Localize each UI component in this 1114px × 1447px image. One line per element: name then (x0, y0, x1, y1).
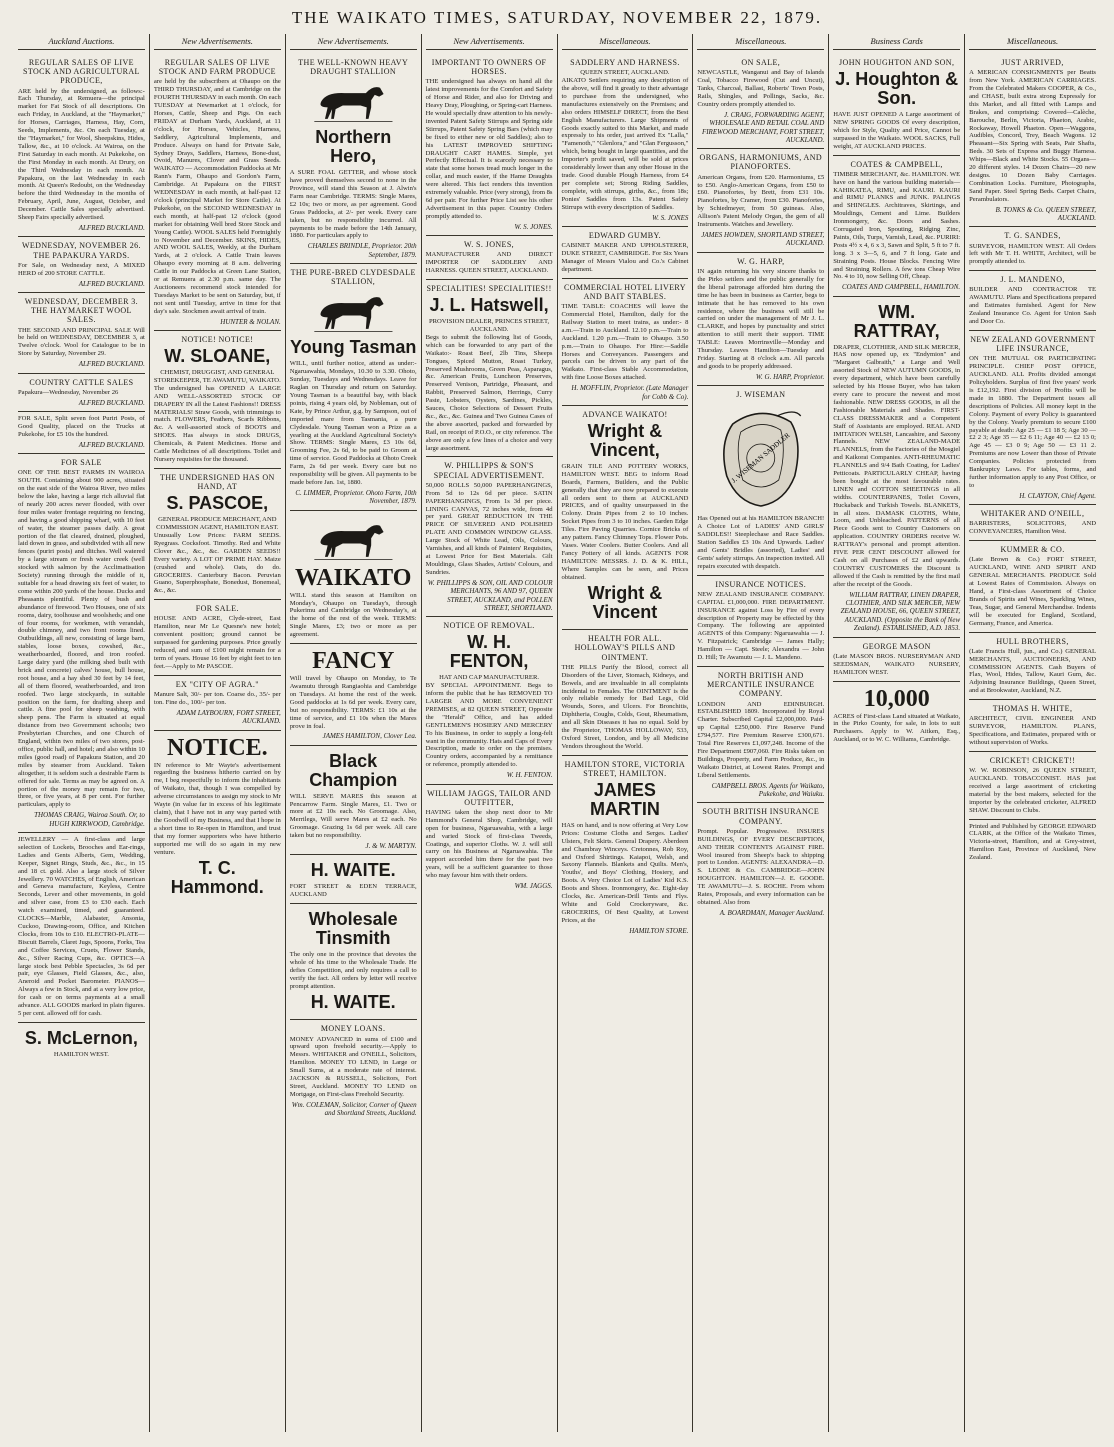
advertisement (969, 752, 1096, 820)
ad-heading: THE PURE-BRED CLYDESDALE STALLION, (290, 268, 416, 287)
ad-subheading: GENERAL PRODUCE MERCHANT, AND COMMISSION AGENT, HAMILTON EAST. (156, 516, 279, 532)
ad-display-name: WAIKATO (294, 564, 412, 591)
ad-signature: JAMES HAMILTON, Clover Lea. (322, 732, 417, 741)
ad-display-name: H. WAITE. (310, 860, 396, 881)
ad-heading: COMMERCIAL HOTEL LIVERY AND BAIT STABLES. (563, 282, 686, 301)
horse-illustration-icon (309, 517, 398, 563)
ad-heading: W. G. HARP, (737, 256, 785, 266)
ad-heading: WHITAKER AND O'NEILL, (980, 509, 1085, 519)
advertisement (697, 386, 824, 576)
ad-display-name: Northern Hero, (315, 127, 392, 167)
ad-heading: J. WISEMAN (736, 390, 786, 400)
ad-signature: ALFRED BUCKLAND. (78, 398, 145, 407)
ad-display-name: NOTICE. (166, 734, 268, 761)
ad-signature: C. LIMMER, Proprietor. Ohoto Farm, 10th November, 1879. (295, 488, 417, 506)
ad-heading: EX "CITY OF AGRA." (175, 679, 259, 689)
ad-heading: FOR SALE (61, 458, 102, 468)
horse-illustration-icon (309, 79, 398, 125)
ad-body: 50,000 ROLLS 50,000 PAPERHANGINGS, From 5d to 12s 6d per piece. SATIN PAPERHANGINGS, From 1s 3d per piece. LINING CANVAS, 72 inches wide, from 4d per yard. GREAT REDUCTION IN THE PRICE OF SILVERED AND POLISHED PLATE AND COMMON WINDOW GLASS. Large Stock of White Lead, Oils, Colours, Varnishes, and all kinds of Painters' Requisites, at Lowest Price for Best Materials. Gilt Mouldings, Glass Shades, Artists' Colours, and Sundries. (425, 481, 553, 576)
ad-signature: WILLIAM RATTRAY, LINEN DRAPER, CLOTHIER, AND SILK MERCER, NEW ZEALAND HOUSE, 66, QUEEN STREET, AUCKLAND. (Opposite the Bank of New Zealand). ESTABLISHED, A.D. 1853. (840, 590, 961, 633)
ad-heading: EDWARD GUMBY. (588, 230, 662, 240)
ad-signature: WM. JAGGS. (514, 882, 553, 891)
advertisement (426, 280, 553, 457)
ad-body: TIME TABLE: COACHES will leave the Commercial Hotel, Hamilton, daily for the Railway Station to meet trains, as under:- 8 a.m.—Train to Auckland. 12.10 p.m.—Train to Auckland. 1.20 p.m.—Train to Ohaupo. 3.50 p.m.—Train to Ohaupo. For Hire:—Saddle Horses and Conveyances. Passengers and parcels can be driven to any part of the Waikato. First-class Stable Accommodation, with fine Loose Boxes attached. (561, 303, 689, 382)
ad-body: MANUFACTURER AND DIRECT IMPORTER OF SADDLERY AND HARNESS. QUEEN STREET, AUCKLAND. (425, 251, 553, 275)
ad-heading: HEALTH FOR ALL. HOLLOWAY'S PILLS AND OINTMENT. (574, 634, 676, 662)
ad-body: HOUSE AND ACRE, Clyde-street, East Hamilton, near Mr Le Quesne's new hotel; convenient position; ground cannot be surpassed for gardening purposes. Price greatly reduced, and sum of £100 might remain for a term of years. House 16 feet by eight feet to ten feet.—Apply to Mr PASCOE. (153, 615, 281, 670)
advertisement (290, 746, 417, 856)
advertisement (969, 54, 1096, 227)
advertisement (290, 1020, 417, 1121)
ad-heading: SOUTH BRITISH INSURANCE COMPANY. (702, 807, 820, 826)
ad-body: IN reference to Mr Wayte's advertisement regarding the business hitherto carried on by me, I beg respectfully to inform the inhabitants of Waikato, that, though I was compelled by adverse circumstances to assign my stock to Mr Wayte (in value far in excess of his legitimate claim), that I have not in any way parted with the Goodwill of my Business, and that I hope in a short time to Re-open in Hamilton, and trust that my former supporters who have hitherto supported me will do so again in my new venture. (153, 761, 281, 856)
ad-subheading: QUEEN STREET, AUCKLAND. (580, 69, 670, 77)
advertisement (154, 731, 281, 905)
advertisement (562, 54, 689, 227)
ad-heading: NOTICE OF REMOVAL. (443, 621, 535, 631)
ad-display-name-2: Wright & Vincent (587, 583, 663, 623)
advertisement (154, 331, 281, 469)
advertisement (969, 271, 1096, 331)
ad-body: The undersigned has OPENED A LARGE AND WELL-ASSORTED STOCK OF DRAPERY IN all the Latest Fashions!! DRESS MATERIALS! Straw Goods, with trimmings to match. FLOWERS, Feathers, Scarfs Ribbons, &c. A well-assorted stock of BOOTS and SHOES. Has always in stock DRUGS, Chemicals, & Patent Medicines. Horse and Cattle Medicines of all descriptions. Toilet and Nursery requisites for the thousand. (153, 384, 281, 463)
ad-signature: ALFRED BUCKLAND. (78, 223, 145, 232)
ad-display-name: S. PASCOE, (166, 493, 269, 514)
ad-signature: HAMILTON STORE. (629, 926, 689, 935)
ad-heading: THE UNDERSIGNED HAS ON HAND, AT (159, 472, 275, 492)
ad-body: MONEY ADVANCED in sums of £100 and upward upon freehold security.—Apply to Messrs. WHITAKER and O'NEILL, Solicitors, Hamilton. MONEY TO LEND, in Large or Small Sums, at a moderate rate of interest. JACKSON & RUSSELL, Solicitors, Fort Street, Auckland. MONEY TO LEND on Mortgage, on First-class Freehold Security. (289, 1035, 417, 1098)
ad-body: ARCHITECT, CIVIL ENGINEER AND SURVEYOR, HAMILTON. PLANS, Specifications, and Estimates, prepared with or without supervision of Works. (969, 715, 1096, 747)
ad-heading: INSURANCE NOTICES. (715, 579, 807, 589)
ad-body: WILL stand this season at Hamilton on Monday's, Ohaupo on Tuesday's, through Pukerimu and Cambridge on Wednesday's, at the home of the rest of the week. TERMS: Single Mares, £3; two or more as per agreement. (289, 591, 417, 639)
ad-signature: W. PHILLIPPS & SON, OIL AND COLOUR MERCHANTS, 96 AND 97, QUEEN STREET, AUCKLAND, and POLLEN STREET, SHORTLAND. (427, 578, 553, 612)
advertisement (426, 54, 553, 236)
advertisement (18, 454, 145, 833)
ad-heading: ORGANS, HARMONIUMS, AND PIANOFORTES. (699, 153, 823, 172)
advertisement (697, 803, 824, 921)
ad-subheading: PROVISION DEALER, PRINCES STREET, AUCKLAND. (428, 318, 550, 333)
ad-heading: COUNTRY CATTLE SALES (29, 377, 134, 387)
ad-heading: FOR SALE. (195, 604, 239, 614)
advertisement (290, 855, 417, 904)
column-header: New Advertisements. (290, 34, 417, 50)
ad-signature: B. TONKS & Co. QUEEN STREET, AUCKLAND. (995, 205, 1096, 222)
ad-subheading: HAMILTON WEST. (53, 1050, 109, 1058)
ad-heading: MONEY LOANS. (320, 1024, 386, 1034)
column-header: Miscellaneous. (562, 34, 689, 50)
ad-subheading: HAT AND CAP MANUFACTURER. (439, 674, 540, 682)
advertisement (290, 54, 417, 264)
column-header: Miscellaneous. (969, 34, 1096, 50)
ad-heading: NORTH BRITISH AND MERCANTILE INSURANCE COMPANY. (707, 671, 815, 699)
advertisement (969, 505, 1096, 541)
advertisement (969, 633, 1096, 701)
advertisement (154, 676, 281, 731)
ad-body: AIKATO Settlers requiring any description of the above, will find it greatly to their advantage to purchase from the undersigned, who manufactures extensively on the Premises; and also orders HIMSELF DIRECT, from the Best English Manufacturers. Large Shipments of Goods exactly suited to this Market, and made expressly to his order, just arrived Ex "Lalla," "Famenoth," "Glenlora," and "Glan Fergusson," which, being bought in large quantities, and the Importer's profit saved, will be sold at prices considerably lower than any other House in the trade. Good durable Plough Harness, from £4 per complete set; Strong Riding Saddles, complete, with stirrups, girths, &c., from 18s; Ponies' Saddles from 13s. Patent Safety Stirrups with every description of Saddles. (561, 77, 689, 211)
ad-body: Unusually Low Prices: FARM SEEDS. Ryegrass. Cocksfoot. Timothy. Red and White Clover &c., &c., &c. GARDEN SEEDS!! Every variety. A LOT OF PRIME HAY. Maize (crushed and whole). Oats, do do. GROCERIES. Canterbury Bacon. Peruvian Guano, Superphosphate, Bonedust, Bonemeal, &c., &c. (153, 531, 281, 595)
column-2 (150, 34, 286, 1432)
ad-signature: W. S. JONES. (514, 222, 553, 231)
ad-body: ARE held by the undersigned, as follows:- Each Thursday, at Remuera—the principal market for Fat Stock of all descriptions. On each Friday, in Auckland, at the "Haymarket," for Horses, Carriages, Harness, Hay, Corn, Seeds, Implements, &c. On each Tuesday, at the "Haymarket," for Wool, Sheepskins, Hides, Tallow, &c., at 10 o'clock. At Wairoa, on the First Saturday in each month. At Pukekohe, on the First Monday in each month. At Drury, on the Third Wednesday in each month. At Papakura, on the last Wednesday in each month. At Queen's Redoubt, on the Wednesday before the third Wednesday in the months of February, April, June, August, October, and December. Cattle Sales specially advertised. Sheep Fairs specially advertised. (18, 87, 145, 222)
ad-signature: H. CLAYTON, Chief Agent. (1019, 491, 1096, 500)
advertisement (18, 1023, 145, 1063)
ad-signature: HUNTER & NOLAN. (220, 317, 281, 326)
ad-signature: A. BOARDMAN, Manager Auckland. (719, 908, 825, 917)
ad-display-name: J. Houghton & Son. (835, 69, 959, 109)
ad-display-name: 10,000 (863, 685, 930, 712)
advertisement (290, 904, 417, 1020)
ad-signature: JAMES HOWDEN, SHORTLAND STREET, AUCKLAND. (701, 231, 825, 248)
advertisement (154, 600, 281, 676)
ad-body: THE SECOND AND PRINCIPAL SALE Will be held on WEDNESDAY, DECEMBER 3, at Twelve o'clock. Wool for Catalogue to be in Store by Saturday, November 29. (18, 326, 145, 358)
ad-body: ONE OF THE BEST FARMS IN WAIROA SOUTH. Containing about 900 acres, situated on the east side of the Wairoa River, two miles below the lake, having a large rich alluvial flat of nearly 200 acres never flooded, with over four miles water frontage requiring no fencing, and having a good shipping wharf, with 10 feet of water, the steamer passes daily. A great portion of the flat cleared, drained, ploughed, laid down in grass, and subdivided with all new fences (puriri posts) and ditches. Well watered by a large stream or fresh water creek (well stocked with salmon by the Acclimatisation Society) running through the middle of it, suitable for a head drawing six feet of water, to come within 200 yards of the house. Ducks and Pheasants plentiful. Plenty of bush and abundance of firewood. Two Houses, one of six rooms, dairy, toolhouse and woolsheds; and one of four rooms, for workmen, with verandah, double chimney, and two front rooms lined. Outbuildings, all new, consisting of large barn, stables, loose boxes, cowshed, &c., weatherboarded, floored, and iron roofed. Large dairy yard (the milking shed built with brick and concrete) calves' house, bull house, root house, and a hay shed 30 feet by 14 feet, all of them floored, weatherboarded, and iron roofed. Two large stockyards, in suitable position on the farm, for drafting sheep and cattle. A fine pool for sheep washing, with sheep pens. The Farm is situated at equal distance from two Government schools; two Presbyterian Churches, and one Church of England, within two miles of two stores, post-office, public hall, and hotel; and also within 10 miles (good road) of Papakura Station, and 20 miles by steamer from Auckland. Taken altogether, it is seldom such a desirable Farm is offered for sale. Terms as may be agreed on. A portion of the money may remain for two, three, or five years, at 8 per cent. For further particulars, apply to (18, 469, 145, 809)
ad-body: GRAIN TILE AND POTTERY WORKS, HAMILTON WEST. BEG to inform Road Boards, Farmers, Builders, and the Public generally that they are now prepared to execute all orders sent to them at AUCKLAND PRICES, and of quality unsurpassed in the Colony. Drain Pipes from 2 to 10 inches. Socket Pipes from 3 to 10 inches. Garden Edge Tiles. Fire Paving Quarries. Cornice Bricks of any pattern. Fancy Chimney Tops. Flower Pots. Vases. Water Coolers. Butter Coolers. And all Fancy Pottery of all kinds. AGENTS FOR HAMILTON: MESSRS. J. D. & K. HILL, Where Samples can be seen, and Prices obtained. (561, 462, 689, 581)
advertisement (18, 374, 145, 412)
ad-body: ACRES of First-class Land situated at Waikato, in the Pirko County, for sale, in lots to suit Purchasers. Apply to W. Aitken, Esq., Auckland, or to W. C. Williams, Cambridge. (833, 712, 961, 744)
masthead: THE WAIKATO TIMES, SATURDAY, NOVEMBER 22, 1879. (291, 8, 823, 27)
ad-display-name: Wright & Vincent, (587, 421, 663, 460)
ad-heading: KUMMER & CO. (1000, 545, 1065, 555)
ad-body: American Organs, from £20. Harmoniums, £5 to £50. Anglo-American Organs, from £50 to £60. Pianofortes, by Brett, from £31 10s. Pianofortes, by Cramer, from £30. Pianofortes, by Schiedmeyer, from 50 guineas. Also, Allison's Patent Melody Organ, the gem of all Instruments. Watches and Jewellery. (697, 173, 825, 229)
ad-heading: IMPORTANT TO OWNERS OF HORSES. (431, 58, 547, 77)
ad-heading: NOTICE! NOTICE! (181, 334, 254, 344)
advertisement (697, 253, 824, 386)
ad-display-name: FANCY (312, 648, 395, 675)
ad-heading: JUST ARRIVED, (1001, 58, 1064, 67)
advertisement (426, 457, 553, 617)
ad-body: Prompt. Popular. Progressive. INSURES BUILDINGS, OF EVERY DESCRIPTION, AND THEIR CONTENTS AGAINST FIRE. Wool insured from Sheep's back to shipping port to London. AGENTS: ALEXANDRA—D. S. LEONE & Co. CAMBRIDGE—JOHN HOUGHTON. HAMILTON—J. E. GOODE. TE AWAMUTU—J. S. ROCHE. From whom Rates, Proposals, and every information can be obtained. Also from (697, 827, 825, 906)
ad-body: NEWCASTLE, Wanganui and Bay of Islands Coal, Tobacco Firewood (Cut and Uncut), Tanks, Charcoal, Ballast, Roberts' Town Posts, Rails, Shingles, and Pollings, Sacks, &c. Country orders promptly attended to. (697, 69, 825, 108)
ad-body: (Late Francis Hull, jun., and Co.) GENERAL MERCHANTS, AUCTIONEERS, AND COMMISSION AGENTS. Cash Buyers of Flax, Wool, Hides, Tallow, Kauri Gum, &c. Adjoining Insurance Buildings, Queen Street, and at Brookwater, Auckland, N.Z. (969, 647, 1096, 695)
ad-heading: CRICKET! CRICKET!! (989, 755, 1076, 765)
ad-heading: WILLIAM JAGGS, TAILOR AND OUTFITTER, (427, 788, 551, 807)
ad-heading: T. G. SANDES, (1004, 231, 1061, 241)
saddle-stamp-text: J. WISEMAN SADDLER (730, 431, 792, 486)
advertisement (562, 630, 689, 756)
advertisement (697, 54, 824, 149)
ad-signature: CAMPBELL BROS. Agents for Waikato, Pukekohe, and Waiuku. (711, 781, 825, 799)
advertisement (290, 644, 417, 746)
advertisement (18, 293, 145, 374)
columns (14, 34, 1100, 1432)
ad-body: WILL, until further notice, attend as under:- Ngaruawahia, Mondays, 10.30 to 3.30. Ohoto, Sunday, Tuesdays and Wednesdays. Leave for Raglan on Thursday and return on Saturday. Young Tasman is a beautiful bay, with black points, rising 4 years old, by Nobleman, out of Kate, by Prince Arthur, g.g. by Sampson, out of imported mare from Tasmania, a pure Clydesdale. Young Tasman won a Prize as a yearling at the Auckland Agricultural Society's Show. TERMS: Single Mares, £3 10s 6d, Grooming Fee, 2s 6d, to be paid to Groom at time of service. Good Paddocks at Ohoto Creek Farm, 2s 6d per week. Every care but no responsibility will be given. All payments to be made before Jan. 1st, 1880. (289, 360, 417, 486)
ad-body: Printed and Published by GEORGE EDWARD CLARK, at the Office of the Waikato Times, Victoria-street, Hamilton, and at Grey-street, Hamilton East, Province of Auckland, New Zealand. (969, 822, 1096, 862)
column-header: Business Cards (833, 34, 960, 50)
saddle-illustration-icon (710, 402, 812, 512)
ad-heading: W. PHILLIPPS & SON'S SPECIAL ADVERTISEMENT. (433, 461, 545, 480)
ad-body: IN again returning his very sincere thanks to the Pirko settlers and the public generally for the liberal patronage afforded him during the time he has been in business as Carrier, begs to intimate that he has removed to his own residence, where the business will still be carried on under the management of Mr J. L. CLARKE, and hopes by punctuality and strict attention to still merit their support. TIME TABLE: Leaves Morrinsville—Monday and Thursday. Leaves Hamilton—Tuesday and Friday. Starting at 8 o'clock a.m. All parcels and goods to be properly addressed. (697, 267, 825, 370)
ad-body: HAVING taken the shop next door to Mr Hammond's General Shop, Cambridge, will open for business, Ngaruawahia, with a large and varied Stock of first-class Tweeds, Coatings, and superior Cloths. W. J. will still carry on his Business at Ngaruawahia. The support accorded him there for the past two years, will be a sufficient guarantee to those who may favour him with their orders. (425, 808, 553, 880)
ad-signature: ALFRED BUCKLAND. (78, 279, 145, 288)
ad-body: (Late Brown & Co.) FORT STREET, AUCKLAND, WINE AND SPIRIT AND GENERAL MERCHANTS. PRODUCE Sold at Lowest Rates of Commission. Always on Hand, a First-class Assortment of Choice Brands of Spirits and Wines, Sparkling Wines, Teas, Sugar, and General Merchandise. Indents will be executed for England, Scotland, Germany, France, and America. (969, 556, 1096, 627)
column-5 (558, 34, 694, 1432)
ad-display-name: JAMES MARTIN (589, 780, 660, 820)
advertisement (833, 54, 960, 156)
ad-signature: J. & W. MARTYN. (365, 842, 417, 851)
ad-body: DRAPER, CLOTHIER, AND SILK MERCER, HAS now opened up, ex "Endymion" and "Margaret Galbraith," a Large and Well assorted Stock of NEW AUTUMN GOODS, in every department, which have been carefully selected by his House Buyer, who has taken every care to procure the newest and most fashionable. NEW DRESS GOODS, in all the Fashionable Materials and Shades. FIRST-CLASS DRESSMAKER and a Competent Staff of Assistants are employed. REAL AND IMITATION WELSH, Lancashire, and Saxony Flannels. NEW ZEALAND-MADE FLANNELS, from the Factories of the Mosgiel and Kaikorai Companies. ANTI-RHEUMATIC FLANNELS and 9/4 Bath Coating, for Ladies' Petticoats. PARTICULARLY CHEAP, having been bought at the most favourable rates. LINEN and COTTON SHEETINGS in all widths. COUNTERPANES, Toilet Covers, Huckaback and Turkish Towels. BLANKETS, in all sizes. DAMASK CLOTHS, White, Loom, and Unbleached. PATTERNS of all Piece Goods sent to Country Customers on application. COUNTRY ORDERS receive W. RATTRAY's personal and prompt attention. FIVE PER CENT DISCOUNT allowed for Cash on all Purchases of £2 and upwards. COUNTRY CUSTOMERS the Discount is allowed if the Cash is remitted by the first mail after the receipt of the Goods. (833, 343, 961, 588)
ad-body: A SURE FOAL GETTER, and whose stock have proved themselves second to none in the Province, will stand this Season at J. Alwin's Farm near Cambridge. TERMS: Single Mares, £2 10s; two or more, as per agreement. Good Grass Paddocks, at 2/- per week. Every care taken, but no responsibility incurred. All payments to be made before the 14th January, 1880. For particulars apply to (289, 169, 417, 240)
advertisement (18, 237, 145, 293)
ad-body: Manure Salt, 30/- per ton. Coarse do., 35/- per ton. Fine do., 100/- per ton. (153, 690, 281, 706)
ad-signature: ALFRED BUCKLAND. (78, 440, 145, 449)
ad-heading: WEDNESDAY, DECEMBER 3. THE HAYMARKET WOOL SALES. (24, 296, 139, 325)
ad-body: BARRISTERS, SOLICITORS, AND CONVEYANCERS, Hamilton West. (969, 520, 1096, 536)
ad-heading: ON SALE, (741, 58, 781, 67)
advertisement (969, 227, 1096, 271)
ad-body: THE PILLS Purify the Blood, correct all Disorders of the Liver, Stomach, Kidneys, and Bowels, and are invaluable in all complaints incidental to Females. The OINTMENT is the only reliable remedy for Bad Legs, Old Wounds, Sores, and Ulcers. For Bronchitis, Diphtheria, Coughs, Colds, Gout, Rheumatism, and all Skin Diseases it has no equal. Sold by the Proprietor, THOMAS HOLLOWAY, 533, Oxford Street, London, and by all Medicine Vendors throughout the World. (561, 663, 689, 750)
ad-body: SURVEYOR, HAMILTON WEST. All Orders left with Mr T. H. WHITE, Architect, will be promptly attended to. (969, 242, 1096, 266)
ad-display-name: S. McLernon, (24, 1027, 138, 1048)
ad-display-name: W. SLOANE, (164, 346, 271, 367)
ad-body: TIMBER MERCHANT, &c. HAMILTON. WE have on hand the various building materials—KAHIKATEA, RIMU, and KAURI. KAURI and RIMU PLANKS and JUNK. PALINGS and SHINGLES. Architraves, Skirtings, and Mouldings, Cement and Lime. Builders Ironmongery, &c. Doors and Sashes. Corrugated Iron, Spouting, Ridging Zinc, Paints, Oils, Turps, Varnish, Lead, &c. PURIRI: Posts 4½ x 4, 6 x 3, Sawn and Split, 5 ft to 7 ft. long. 3 x 3—5, 6, and 7 ft long. Gate and Straining Posts. House Blocks. Fencing Wire and Straining Rollers. A few tons Cheap Wire No. 4 to 10, now Selling Off, Cheap. (833, 170, 961, 281)
ad-body: (Late MASON BROS. NURSERYMAN AND SEEDSMAN, WAIKATO NURSERY, HAMILTON WEST. (833, 652, 961, 676)
ad-heading: WEDNESDAY, NOVEMBER 26. THE PAPAKURA YARDS. (21, 241, 141, 260)
ad-body: For Sale, on Wednesday next, A MIXED HERD of 200 STORE CATTLE. (18, 261, 145, 277)
ad-display-name: WM. RATTRAY, (853, 301, 940, 341)
ad-body: are held by the subscribers at Ohaupo on the THIRD THURSDAY, and at Cambridge on the FOURTH THURSDAY in each month. On each TUESDAY at Newmarket at 1 o'clock, for Horses, Cattle, Sheep and Pigs. On each FRIDAY at Durham Yards, Auckland, at 11 o'clock, for Horses, Vehicles, Harness, Saddlery, Agricultural Implements, and Produce. Always on hand for Private Sale, Sydney Drays, Saddlers, Harness, Bone-dust, Ovoid, Manures, Clover and Grass Seeds. WAIKATO — Accommodation Paddocks at Mr Rann's Farm, Ohaupo and Gordon's Farm, Cambridge. At Papakura on the FIRST WEDNESDAY in each month, at half-past 12 o'clock (principal Market for Store Cattle). At Pukekohe, on the SECOND WEDNESDAY in each month, at half-past 12 o'clock (good market for obtaining Well bred Store Stock and Young Cattle). WOOL SALES held Fortnightly to November and December. SKINS, HIDES, AND WOOL SALES, Weekly, at the Durham Yards, at 2 o'clock. A Cattle Train leaves Ohaupo every morning at 8 a.m. delivering Cattle in our Paddocks at Green Lane Station, or at Remuera at 2.30 p.m. same day. The Auctioneers recommend stock intended for Tuesdays Market to be sent on Saturday, but, if not sent until Tuesday, arrive in time for that day's sale. Stockmen await arrival of train. (153, 78, 281, 315)
advertisement (154, 469, 281, 600)
ad-heading: J. L. MANDENO, (1000, 275, 1065, 285)
advertisement (833, 156, 960, 297)
ad-body: The only one in the province that devotes the whole of his time to the Wholesale Trade. He defies Competition, and only requires a call to verify the fact. All orders by letter will receive prompt attention. (289, 950, 417, 990)
advertisement (697, 149, 824, 253)
ad-heading: JOHN HOUGHTON AND SON, (839, 58, 955, 67)
ad-signature: Wm. COLEMAN, Solicitor, Corner of Queen and Shortland Streets, Auckland. (291, 1100, 417, 1118)
ad-display-name: J. L. Hatswell, (429, 295, 549, 316)
ad-heading: REGULAR SALES OF LIVE STOCK AND AGRICULTURAL PRODUCE, (23, 58, 140, 86)
advertisement (290, 264, 417, 511)
ad-body: BUILDER AND CONTRACTOR TE AWAMUTU. Plans and Specifications prepared and Estimates furnished. Agent for New Zealand Insurance Co. Agent for Union Sash and Door Co. (969, 286, 1096, 326)
column-header: New Advertisements. (426, 34, 553, 50)
ad-signature: W. G. HARP, Proprietor. (755, 372, 825, 381)
ad-body: WILL SERVE MARES this season at Pencarrow Farm. Single Mares, £1. Two or more at £2 10s each. No Groomage. Also, Merrilegs, Will serve Mares at £2 each. No Groomage. Grazing 1s 6d per week. All care taken but no responsibility. (289, 792, 417, 840)
advertisement (697, 576, 824, 667)
ad-display-name: Young Tasman (290, 337, 417, 358)
ad-signature: J. CRAIG, FORWARDING AGENT, WHOLESALE AND RETAIL COAL AND FIREWOOD MERCHANT, FORT STREET, AUCKLAND. (701, 110, 825, 144)
ad-heading: COATES & CAMPBELL, (850, 159, 943, 169)
column-7 (829, 34, 965, 1432)
ad-body: LONDON AND EDINBURGH. ESTABLISHED 1809. Incorporated by Royal Charter. Subscribed Capital £2,000,000. Paid-up Capital £250,000. Fire Reserve Fund £794,577. Fire Premium Reserve £300,671. Total Fire Reserves £1,097,248. Income of the Fire Department £907,060. Fire Risks taken on Buildings, Property, and Farm Produce, &c., in Waikato District, at Lowest Rates. Prompt and Liberal Settlements. (697, 700, 825, 779)
ad-heading: SADDLERY AND HARNESS. (570, 58, 680, 67)
advertisement (833, 638, 960, 682)
ad-display-name: Wholesale Tinsmith (308, 909, 398, 949)
ad-signature: COATES AND CAMPBELL, HAMILTON. (841, 283, 961, 292)
ad-heading: GEORGE MASON (862, 641, 931, 651)
advertisement (290, 511, 417, 644)
ad-body: JEWELLERY — A first-class and large selection of Lockets, Brooches and Ear-rings, Ladies and Gents Alberts, Gem, Wedding, Keeper, Signet Rings, Studs, &c., &c., in 15 and 18 ct. gold. Also a large stock of Silver Jewellery. 70 WATCHES, of English, American and Geneva manufacture, Keyless, Centre Seconds, Lever and other movements, in gold and silver case, from £3 to £30 each. Each watch examined, timed, and guaranteed. CLOCKS—Marble, Alabaster, Ansonia, Cuckoo, Drawing-room, Office, and Kitchen Clocks, from 10s to £10. ELECTRO-PLATE—Biscuit Barrels, Claret Jugs, Spoons, Forks, Tea and Coffee Services, Cruets, Flower Stands, &c., Silver Racing Cups, &c. OPTICS—A large stock best Pebble Spectacles, 3s 6d per pair, eye Glasses, Field Glasses, &c., also, Aneroid and Pocket Barometer. PIANOS—Always a few in Stock, and at a very low price, for cash or on terms payments at a small advance. ALL GOODS marked in plain figures. 5 per cent. allowed off for cash. (18, 836, 145, 1017)
ad-signature: W. S. JONES (652, 213, 689, 222)
advertisement (833, 297, 960, 638)
ad-body: Has Opened out at his HAMILTON BRANCH! A Choice Lot of LADIES' AND GIRLS' SADDLES!! Steeplechase and Race Saddles. Station Saddles £3 10s And Upwards. Ladies' and Gents' Bridles (assorted), Ladies' and Gents' safety stirrups. An inspection invited. All repairs executed with despatch. (697, 515, 825, 570)
column-6 (693, 34, 829, 1432)
ad-body: HAVE JUST OPENED A Large assortment of NEW SPRING GOODS Of every description, which for Style, Quality and Price, Cannot be surpassed in the Waikato. WOOL SACKS, Full weight, AT AUCKLAND PRICES. (833, 110, 961, 150)
advertisement (562, 756, 689, 939)
advertisement (697, 667, 824, 803)
ad-body: FORT STREET & EDEN TERRACE, AUCKLAND (289, 883, 417, 899)
ad-heading: SPECIALITIES! SPECIALITIES!! (426, 283, 552, 293)
ad-heading: W. S. JONES, (464, 240, 515, 250)
ad-subheading: CHEMIST, DRUGGIST, AND GENERAL STOREKEEPER, TE AWAMUTU, WAIKATO. (153, 369, 281, 384)
advertisement (969, 820, 1096, 867)
ad-signature: THOMAS CRAIG, Wairoa South. Or, to HUGH KIRKWOOD, Cambridge. (34, 811, 145, 828)
advertisement (18, 54, 145, 237)
advertisement (833, 682, 960, 749)
advertisement (969, 331, 1096, 505)
ad-display-name: W. H. FENTON, (449, 632, 529, 672)
ad-body: HAS on hand, and is now offering at Very Low Prices: Costume Cloths and Serges. Ladies' Ulsters, Felt Skirts. General Drapery. Aberdeen and Chambray Winceys. Cretonnes, Rob Roy, and Oxford Shirtings. Kaiapoi, Welsh, and Saxony Flannels. Blankets and Quilts. Men's, Youths', and Boys' Clothing, Hosiery, and Boots. A Very Choice Lot of Ladies' Kid K.S. Boots and Shoes. Ironmongery, &c. Eight-day Clocks, &c. American-Drill Tents and Flys. White and Gold Crockeryware, &c. GROCERIES, Of Best Quality, at Lowest Prices, at the (561, 821, 689, 924)
column-header: New Advertisements. (154, 34, 281, 50)
ad-heading: REGULAR SALES OF LIVE STOCK AND FARM PRODUCE (158, 58, 276, 77)
ad-signature: ADAM LAYBOURN, FORT STREET, AUCKLAND. (176, 708, 281, 726)
column-8 (965, 34, 1100, 1432)
advertisement (969, 700, 1096, 752)
ad-signature: H. MOFFLIN, Proprietor. (Late Manager for Cobb & Co). (571, 384, 689, 401)
advertisement (969, 541, 1096, 632)
advertisement (426, 617, 553, 784)
ad-body: Begs to submit the following list of Goods, which can be forwarded to any part of the Waikato:- Roast Beef, 2lb Tins, Sheeps Tongues, Spiced Mutton, Roast Turkey, Preserved Mushrooms, Green Peas, Asparagus, &c. American Fruits, Luncheon Preserves, Preserved Venison, Partridge, Pheasant, and Rabbit, Preserved Salmon, Herrings, Curry Paste, Lobsters, Oysters, Sardines, Pickles, Sauces, Choice Selections of Dessert Fruits &c., &c., &c. Guinea and Two Guinea Cases of the above assorted, packed and forwarded by Rail, on receipt of P.O.O., or city reference. The above are only a few lines of a choice and very large assortment. (425, 333, 553, 452)
ad-heading: HAMILTON STORE, VICTORIA STREET, HAMILTON. (564, 759, 686, 778)
ad-body: W. W. ROBINSON, 26 QUEEN STREET, AUCKLAND. TOBACCONIST. HAS just received a large assortment of cricketing material by the best makers, selected for the importer by the celebrated cricketer, ALFRED SHAW. Discount to Clubs. (969, 767, 1096, 814)
ad-body: ON THE MUTUAL OR PARTICIPATING PRINCIPLE. CHIEF POST OFFICE, AUCKLAND. ALL Profits divided amongst Policyholders. Surplus of first five years' work is £12,192. First division of Profits will be made in 1880. The Department issues all descriptions of Policies. All money kept in the Colony. Payment of every Policy is guaranteed by the Colony. Yearly premium to secure £100 payable at death: Age 25 — £1 18 5; Age 30 — £2 2 3; Age 35 — £2 6 11; Age 40 — £2 13 0; Age 45 — £3 0 9; Age 50 — £3 11 2. Premiums are now Lower than those of Private Companies. Policies protected from Bankruptcy Laws. For tables, forms, and further information apply to any Post Office, or to (969, 355, 1096, 489)
ad-heading: ADVANCE WAIKATO! (582, 409, 668, 419)
ad-display-name-2: H. WAITE. (310, 992, 396, 1013)
advertisement (426, 785, 553, 895)
advertisement (562, 227, 689, 279)
ad-body: NEW ZEALAND INSURANCE COMPANY. CAPITAL £1,000,000. FIRE DEPARTMENT. INSURANCE against Loss by Fire of every description of Property may be effected by this Company. The following are appointed AGENTS of this Company: Ngaruawahia — J. V. Fitzpatrick; Cambridge — James Hally; Hamilton — Capt. Steele; Alexandra — John D. Hill; Te Awamutu — J. L. Mandeno. (697, 590, 825, 662)
column-3 (286, 34, 422, 1432)
horse-illustration-icon (309, 289, 398, 335)
ad-signature: W. H. FENTON. (506, 771, 553, 780)
ad-heading: THE WELL-KNOWN HEAVY DRAUGHT STALLION (298, 58, 409, 77)
advertisement (154, 54, 281, 331)
ad-heading: THOMAS H. WHITE, (992, 704, 1073, 714)
ad-body: Papakura—Wednesday, November 26 (18, 388, 119, 396)
ad-heading: NEW ZEALAND GOVERNMENT LIFE INSURANCE, (970, 335, 1095, 354)
ad-body: Will travel by Ohaupo on Monday, to Te Awamutu through Rangiaohia and Cambridge on Tuesdays. At home the rest of the week. Good paddocks at 1s 6d per week. Every care, but no responsibility. TERMS: £1 10s at the time of service, and £1 10s when the Mares prove in foal. (289, 675, 417, 730)
column-header: Miscellaneous. (697, 34, 824, 50)
ad-body: BY SPECIAL APPOINTMENT. Begs to inform the public that he has REMOVED TO LARGER AND MORE CONVENIENT PREMISES, at 82 QUEEN STREET, Opposite the "Herald" Office, and has added GENTLEMEN'S HOSIERY AND MERCERY To his Business, in order to supply a long-felt want in the community. Hats and Caps of Every Description, made to order on the premises. Country orders, accompanied by a remittance or reference, promptly attended to. (425, 682, 553, 769)
advertisement (18, 833, 145, 1023)
ad-display-name: Black Champion (309, 750, 398, 790)
advertisement (426, 236, 553, 280)
column-4 (422, 34, 558, 1432)
ad-display-name-2: T. C. Hammond. (170, 858, 264, 898)
ad-signature: ALFRED BUCKLAND. (78, 360, 145, 369)
ad-body: A MERICAN CONSIGNMENTS per Beatts from New York. AMERICAN CARRIAGES. From the Celebrated Makers COOPER, & Co., and CHASE, built extra strong Expressly for this Market, and all fitted with Lamps and Brakes, and comprising: Covered—Calèche, Barouche, Berlin, Victoria, Phaeton, Arabic, Rockaway, Howell Phaeton. Open—Waggons, Audibles, Concord, Trey, Beach Wagons. 12 Pheasant—Six Spring with Seats, Pair Shafts, Beds. 30 Sets of Express and Buggy Harness. Whips—Black and White Stocks. 55 Organs—20 different styles. 14 Dozen Chairs—20 new designs. 10 Dozen Baby Carriages. Combination Locks. Furniture, Photographs, Sand Paper. Steel Spring Beds. Carpet Chairs, Perambulators. (969, 69, 1096, 203)
column-header: Auckland Auctions. (18, 34, 145, 50)
advertisement (562, 406, 689, 630)
ad-heading: HULL BROTHERS, (996, 636, 1069, 646)
advertisement (18, 412, 145, 454)
ad-body: THE undersigned has always on hand all the latest improvements for the Comfort and Safety of Horse and Rider, and also for Driving and Heavy Dray, Ploughing, or Spring-cart Harness. He would specially draw attention to his newly-invented Patent Safety Stirrups and Spring side Stirrups, Patent Safety Spring Bars (which may be fixed to either new or old Saddles); also to his LATEST IMPROVED SHIFTING DRAUGHT CART HAMES. Simple, yet Perfectly Effectual. It is scarcely necessary to state that some horses tread much longer in the collar, and much easier, if the Hame Draughts were altered. This fact renders this invention extremely valuable. Price (very strong), from 8s 6d per pair. For further Price List see his other Advertisement in this paper. Country Orders promptly attended to. (425, 78, 553, 220)
ad-body: FOR SALE, Split seven foot Puriri Posts, of Good Quality, placed on the Trucks at Pukekohe, for £5 10s the hundred. (18, 415, 145, 438)
advertisement (562, 279, 689, 406)
ad-signature: CHARLES BRINDLE, Proprietor. 20th September, 1879. (307, 242, 417, 259)
ad-body: CABINET MAKER AND UPHOLSTERER, DUKE STREET, CAMBRIDGE. For Six Years Manager of Messrs Vialou and Co.'s Cabinet department. (561, 242, 689, 273)
column-1 (14, 34, 150, 1432)
